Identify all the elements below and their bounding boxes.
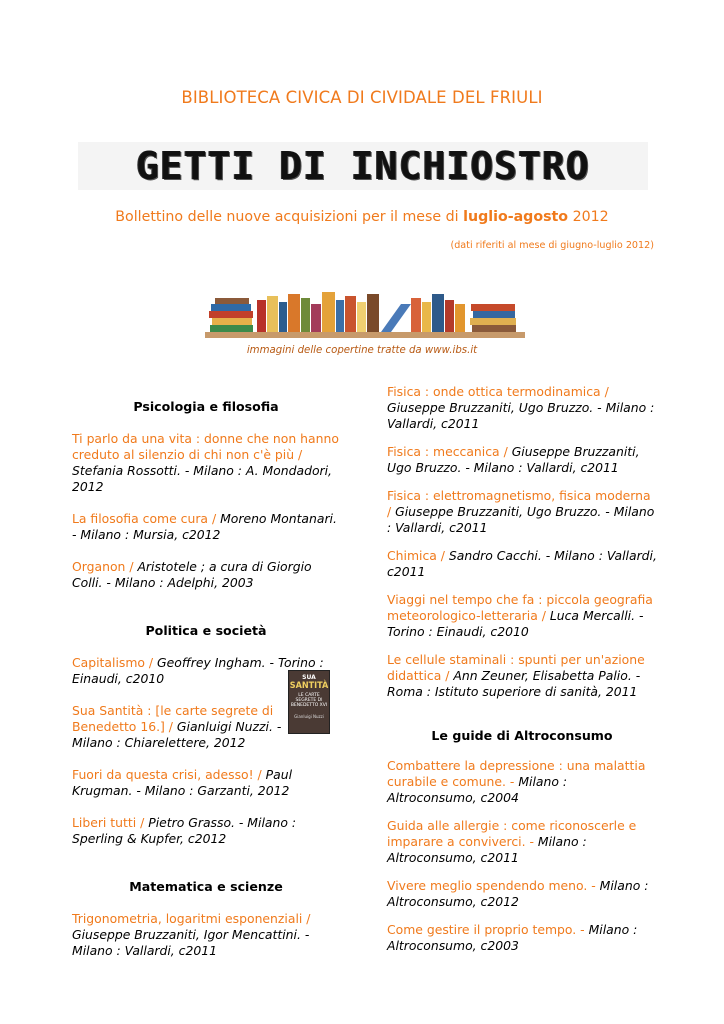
image-credit-caption: immagini delle copertine tratte da www.ibs.it [246, 345, 478, 356]
list-item: Combattere la depressione : una malattia curabile e comune. - Milano : Altroconsumo, c2004 [387, 758, 646, 805]
list-item: Fisica : meccanica / Giuseppe Bruzzaniti, Ugo Bruzzo. - Milano : Vallardi, c2011 [387, 444, 640, 475]
data-period-note: (dati riferiti al mese di giugno-luglio 2012) [450, 240, 654, 251]
list-item: Fisica : onde ottica termodinamica / Giuseppe Bruzzaniti, Ugo Bruzzo. - Milano : Vallardi, c2011 [387, 384, 655, 431]
list-item: Guida alle allergie : come riconoscerle e imparare a conviverci. - Milano : Altroconsumo, c2011 [387, 818, 637, 865]
subtitle-period: luglio-agosto [463, 209, 569, 225]
list-item: Capitalismo / Geoffrey Ingham. - Torino : Einaudi, c2010 [72, 655, 324, 686]
list-item: Fuori da questa crisi, adesso! / Paul Krugman. - Milano : Garzanti, 2012 [72, 767, 293, 798]
bulletin-subtitle [0, 209, 724, 225]
library-name: BIBLIOTECA CIVICA DI CIVIDALE DEL FRIULI [181, 88, 543, 107]
section-heading-matematica: Matematica e scienze [129, 879, 283, 894]
list-item: Sua Santità : [le carte segrete di Benedetto 16.] / Gianluigi Nuzzi. - Milano : Chiarelettere, 2012 [72, 703, 282, 750]
list-item: Le cellule staminali : spunti per un'azione didattica / Ann Zeuner, Elisabetta Palio. - Roma : Istituto superiore di sanità, 2011 [387, 652, 645, 699]
banner-title: GETTI DI INCHIOSTRO [136, 144, 590, 188]
list-item: Chimica / Sandro Cacchi. - Milano : Vallardi, c2011 [387, 548, 657, 579]
list-item: Ti parlo da una vita : donne che non hanno creduto al silenzio di chi non c'è più / Stefania Rossotti. - Milano : A. Mondadori, 2012 [72, 431, 339, 494]
right-column [387, 384, 657, 954]
banner-logo [78, 142, 648, 190]
section-heading-altroconsumo: Le guide di Altroconsumo [431, 728, 613, 743]
list-item: Viaggi nel tempo che fa : piccola geografia meteorologico-letteraria / Luca Mercalli. - Torino : Einaudi, c2010 [387, 592, 653, 639]
list-item: Come gestire il proprio tempo. - Milano : Altroconsumo, c2003 [387, 922, 638, 953]
list-item: Liberi tutti / Pietro Grasso. - Milano : Sperling & Kupfer, c2012 [72, 815, 297, 846]
list-item: Organon / Aristotele ; a cura di Giorgio Colli. - Milano : Adelphi, 2003 [72, 559, 312, 590]
list-item: Vivere meglio spendendo meno. - Milano : Altroconsumo, c2012 [387, 878, 649, 909]
books-illustration [205, 288, 525, 338]
book-cover-image: SUA SANTITÀ LE CARTE SEGRETE DI BENEDETTO XVI Gianluigi Nuzzi [288, 670, 330, 734]
list-item: Trigonometria, logaritmi esponenziali / Giuseppe Bruzzaniti, Igor Mencattini. - Milano : Vallardi, c2011 [72, 911, 311, 958]
section-heading-politica: Politica e società [145, 623, 267, 638]
section-heading-psicologia: Psicologia e filosofia [133, 399, 279, 414]
subtitle-year: 2012 [568, 209, 609, 225]
subtitle-prefix: Bollettino delle nuove acquisizioni per il mese di [115, 209, 464, 225]
list-item: La filosofia come cura / Moreno Montanari. - Milano : Mursia, c2012 [72, 511, 337, 542]
list-item: Fisica : elettromagnetismo, fisica moderna / Giuseppe Bruzzaniti, Ugo Bruzzo. - Milano : Vallardi, c2011 [387, 488, 655, 535]
